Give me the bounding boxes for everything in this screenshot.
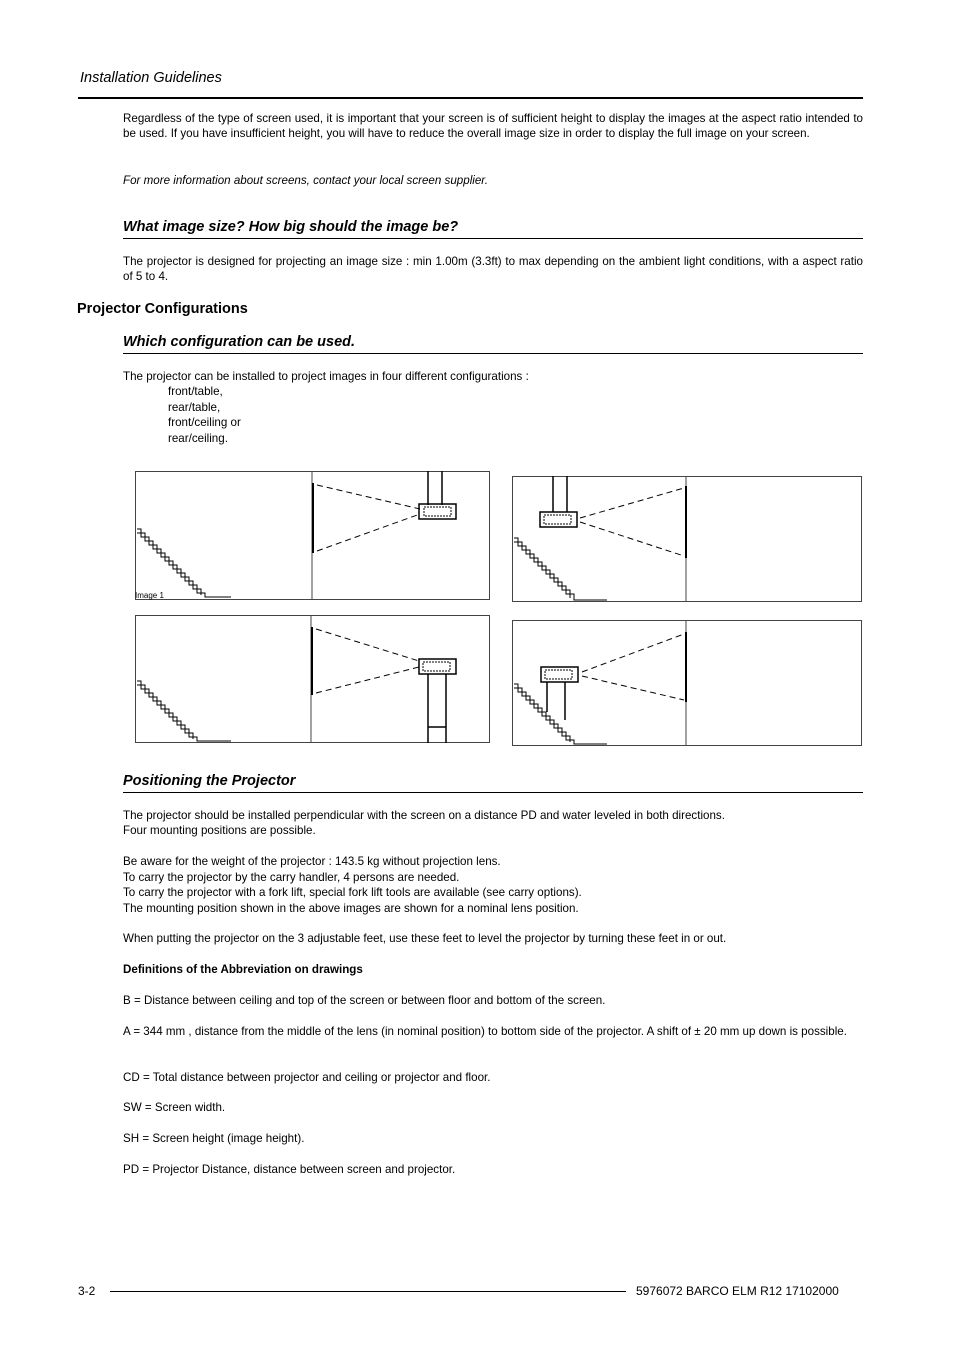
figure-label: Image 1 [135,591,164,600]
positioning-p3: When putting the projector on the 3 adjustable feet, use these feet to level the projector by turning these feet in or out. [123,932,727,945]
positioning-p2-line2: To carry the projector by the carry handler, 4 persons are needed. [123,871,460,884]
figure-rear-ceiling [512,476,863,603]
intro-paragraph: Regardless of the type of screen used, it is important that your screen is of sufficient height to display the images at the aspect ratio intended to be used. If you have insufficient height, you will have to reduce the overall image size in order to display the full image on your screen. [123,112,863,141]
image-size-paragraph: The projector is designed for projecting an image size : min 1.00m (3.3ft) to max depending on the ambient light conditions, with a aspect ratio of 5 to 4. [123,255,863,284]
positioning-p2-line3: To carry the projector with a fork lift, special fork lift tools are available (see carry options). [123,886,582,899]
configuration-intro: The projector can be installed to project images in four different configurations : [123,370,529,383]
config-list-item: front/table, [168,385,223,398]
positioning-p2-line1: Be aware for the weight of the projector : 143.5 kg without projection lens. [123,855,501,868]
config-list-item: rear/ceiling. [168,432,228,445]
figure-front-ceiling [135,471,491,601]
definition-sw: SW = Screen width. [123,1101,226,1114]
running-header: Installation Guidelines [80,70,222,86]
section-title-configurations: Projector Configurations [77,301,248,317]
document-id: 5976072 BARCO ELM R12 17102000 [636,1284,839,1298]
definition-cd: CD = Total distance between projector and ceiling or projector and floor. [123,1071,491,1084]
figure-rear-table [512,620,863,747]
positioning-heading: Positioning the Projector [123,773,863,793]
config-list-item: rear/table, [168,401,221,414]
header-rule [78,97,863,99]
positioning-p2-line4: The mounting position shown in the above images are shown for a nominal lens position. [123,902,579,915]
configuration-heading: Which configuration can be used. [123,334,863,354]
positioning-p1-line1: The projector should be installed perpendicular with the screen on a distance PD and water leveled in both directions. [123,809,725,822]
config-list-item: front/ceiling or [168,416,241,429]
definitions-title: Definitions of the Abbreviation on drawings [123,963,363,976]
footer-rule [110,1291,626,1292]
definition-pd: PD = Projector Distance, distance between screen and projector. [123,1163,456,1176]
page-number: 3-2 [78,1284,96,1298]
figure-front-table [135,615,491,744]
definition-b: B = Distance between ceiling and top of the screen or between floor and bottom of the screen. [123,994,606,1007]
image-size-heading: What image size? How big should the image be? [123,219,863,239]
definition-sh: SH = Screen height (image height). [123,1132,305,1145]
intro-note: For more information about screens, contact your local screen supplier. [123,174,488,187]
positioning-p1-line2: Four mounting positions are possible. [123,824,316,837]
definition-a: A = 344 mm , distance from the middle of the lens (in nominal position) to bottom side of the projector. A shift of ± 20 mm up down is possible. [123,1025,847,1038]
